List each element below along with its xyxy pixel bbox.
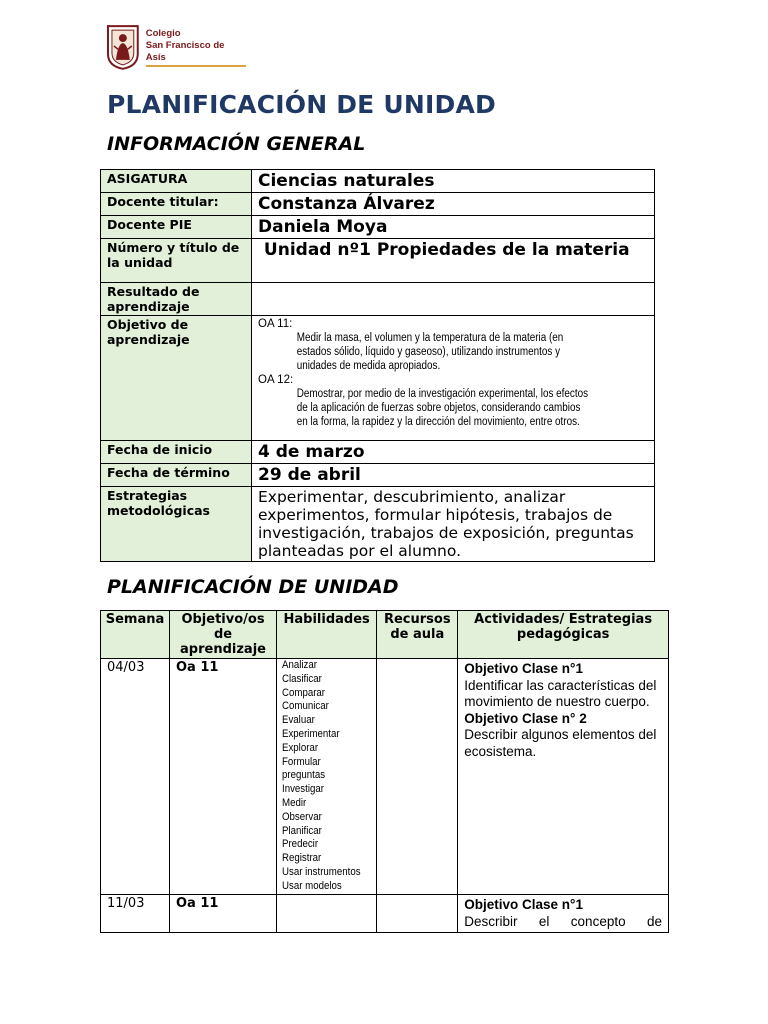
info-row-unidad (101, 239, 655, 283)
value-docente: Constanza Álvarez (252, 193, 655, 216)
label-inicio: Fecha de inicio (101, 441, 252, 464)
skill-item: Clasificar (282, 672, 322, 685)
row2-act1-text: Describir el concepto de (464, 913, 662, 929)
skill-item: Analizar (282, 659, 317, 671)
row1-act1-title: Objetivo Clase n°1 (464, 661, 583, 676)
skill-item: Explorar (282, 741, 319, 754)
skill-item: Evaluar (282, 714, 315, 727)
section-general-heading: INFORMACIÓN GENERAL (107, 133, 366, 155)
label-asignatura: ASIGATURA (101, 170, 252, 193)
value-pie: Daniela Moya (252, 216, 655, 239)
row1-semana: 04/03 (101, 659, 170, 895)
value-termino: 29 de abril (252, 464, 655, 487)
value-resultado (252, 283, 655, 316)
value-inicio: 4 de marzo (252, 441, 655, 464)
header-actividades: Actividades/ Estrategias pedagógicas (458, 611, 669, 659)
school-seal-icon (106, 24, 140, 70)
logo-line1: Colegio (145, 27, 181, 39)
logo-line2: San Francisco de Asís (146, 40, 246, 67)
label-termino: Fecha de término (101, 464, 252, 487)
table-row (101, 895, 669, 933)
info-row-docente (101, 193, 655, 216)
label-estrategias: Estrategias metodológicas (101, 487, 252, 562)
label-docente: Docente titular: (101, 193, 252, 216)
info-row-objetivo (101, 316, 655, 441)
value-estrategias: Experimentar, descubrimiento, analizar experimentos, formular hipótesis, trabajos de investigación, trabajos de exposición, preguntas planteadas por el alumno. (252, 487, 655, 562)
skill-item: Comparar (282, 686, 326, 699)
row2-oa: Oa 11 (170, 895, 277, 933)
skill-item: Usar instrumentos (282, 865, 361, 878)
plan-header-row (101, 611, 669, 659)
skill-item: preguntas (282, 769, 326, 782)
row2-recursos (377, 895, 458, 933)
info-row-termino (101, 464, 655, 487)
row1-recursos (377, 659, 458, 895)
row2-skills (277, 895, 377, 933)
info-row-pie (101, 216, 655, 239)
skill-item: Planificar (282, 824, 322, 837)
row2-semana: 11/03 (101, 895, 170, 933)
row2-act1-title: Objetivo Clase n°1 (464, 897, 583, 912)
oa12-text: Demostrar, por medio de la investigación experimental, los efectos de la aplicación de fuerzas sobre objetos, considerando cambios en la forma, la rapidez y la dirección del movimiento, entre otros. (296, 388, 589, 428)
value-unidad: Unidad nº1 Propiedades de la materia (252, 239, 655, 283)
oa11-text: Medir la masa, el volumen y la temperatura de la materia (en estados sólido, líquido y gaseoso), utilizando instrumentos y unidades de medida apropiados. (296, 332, 564, 372)
skill-item: Usar modelos (282, 879, 342, 892)
header-habilidades: Habilidades (277, 611, 377, 659)
info-row-inicio (101, 441, 655, 464)
row1-act2-title: Objetivo Clase n° 2 (464, 710, 587, 726)
value-asignatura: Ciencias naturales (252, 170, 655, 193)
info-row-asignatura (101, 170, 655, 193)
skill-item: Medir (282, 796, 307, 809)
info-row-estrategias (101, 487, 655, 562)
row1-actividades (458, 659, 669, 895)
value-objetivo (252, 316, 655, 441)
skill-item: Observar (282, 810, 322, 823)
row1-act1-text: Identificar las características del movimiento de nuestro cuerpo. (464, 677, 657, 709)
skill-item: Predecir (282, 838, 319, 851)
label-resultado: Resultado de aprendizaje (101, 283, 252, 316)
table-row (101, 659, 669, 895)
row1-skills (277, 659, 377, 895)
header-recursos: Recursos de aula (377, 611, 458, 659)
skill-item: Experimentar (282, 727, 340, 740)
info-row-resultado (101, 283, 655, 316)
section-plan-heading: PLANIFICACIÓN DE UNIDAD (107, 576, 399, 598)
row1-act2-text: Describir algunos elementos del ecosistema. (464, 727, 657, 759)
row2-actividades (458, 895, 669, 933)
skill-item: Formular (282, 755, 321, 768)
skill-item: Comunicar (282, 700, 329, 713)
label-unidad: Número y título de la unidad (101, 239, 252, 283)
header-semana: Semana (101, 611, 170, 659)
row1-oa: Oa 11 (170, 659, 277, 895)
unit-plan-table (100, 610, 669, 933)
header-objetivo: Objetivo/os de aprendizaje (170, 611, 277, 659)
skill-item: Investigar (282, 783, 324, 796)
page-title: PLANIFICACIÓN DE UNIDAD (107, 90, 496, 119)
oa12-code: OA 12: (258, 374, 294, 386)
label-objetivo: Objetivo de aprendizaje (101, 316, 252, 441)
school-logo (106, 22, 246, 72)
skill-item: Registrar (282, 852, 322, 865)
label-pie: Docente PIE (101, 216, 252, 239)
oa11-code: OA 11: (258, 318, 293, 330)
general-info-table (100, 169, 655, 562)
